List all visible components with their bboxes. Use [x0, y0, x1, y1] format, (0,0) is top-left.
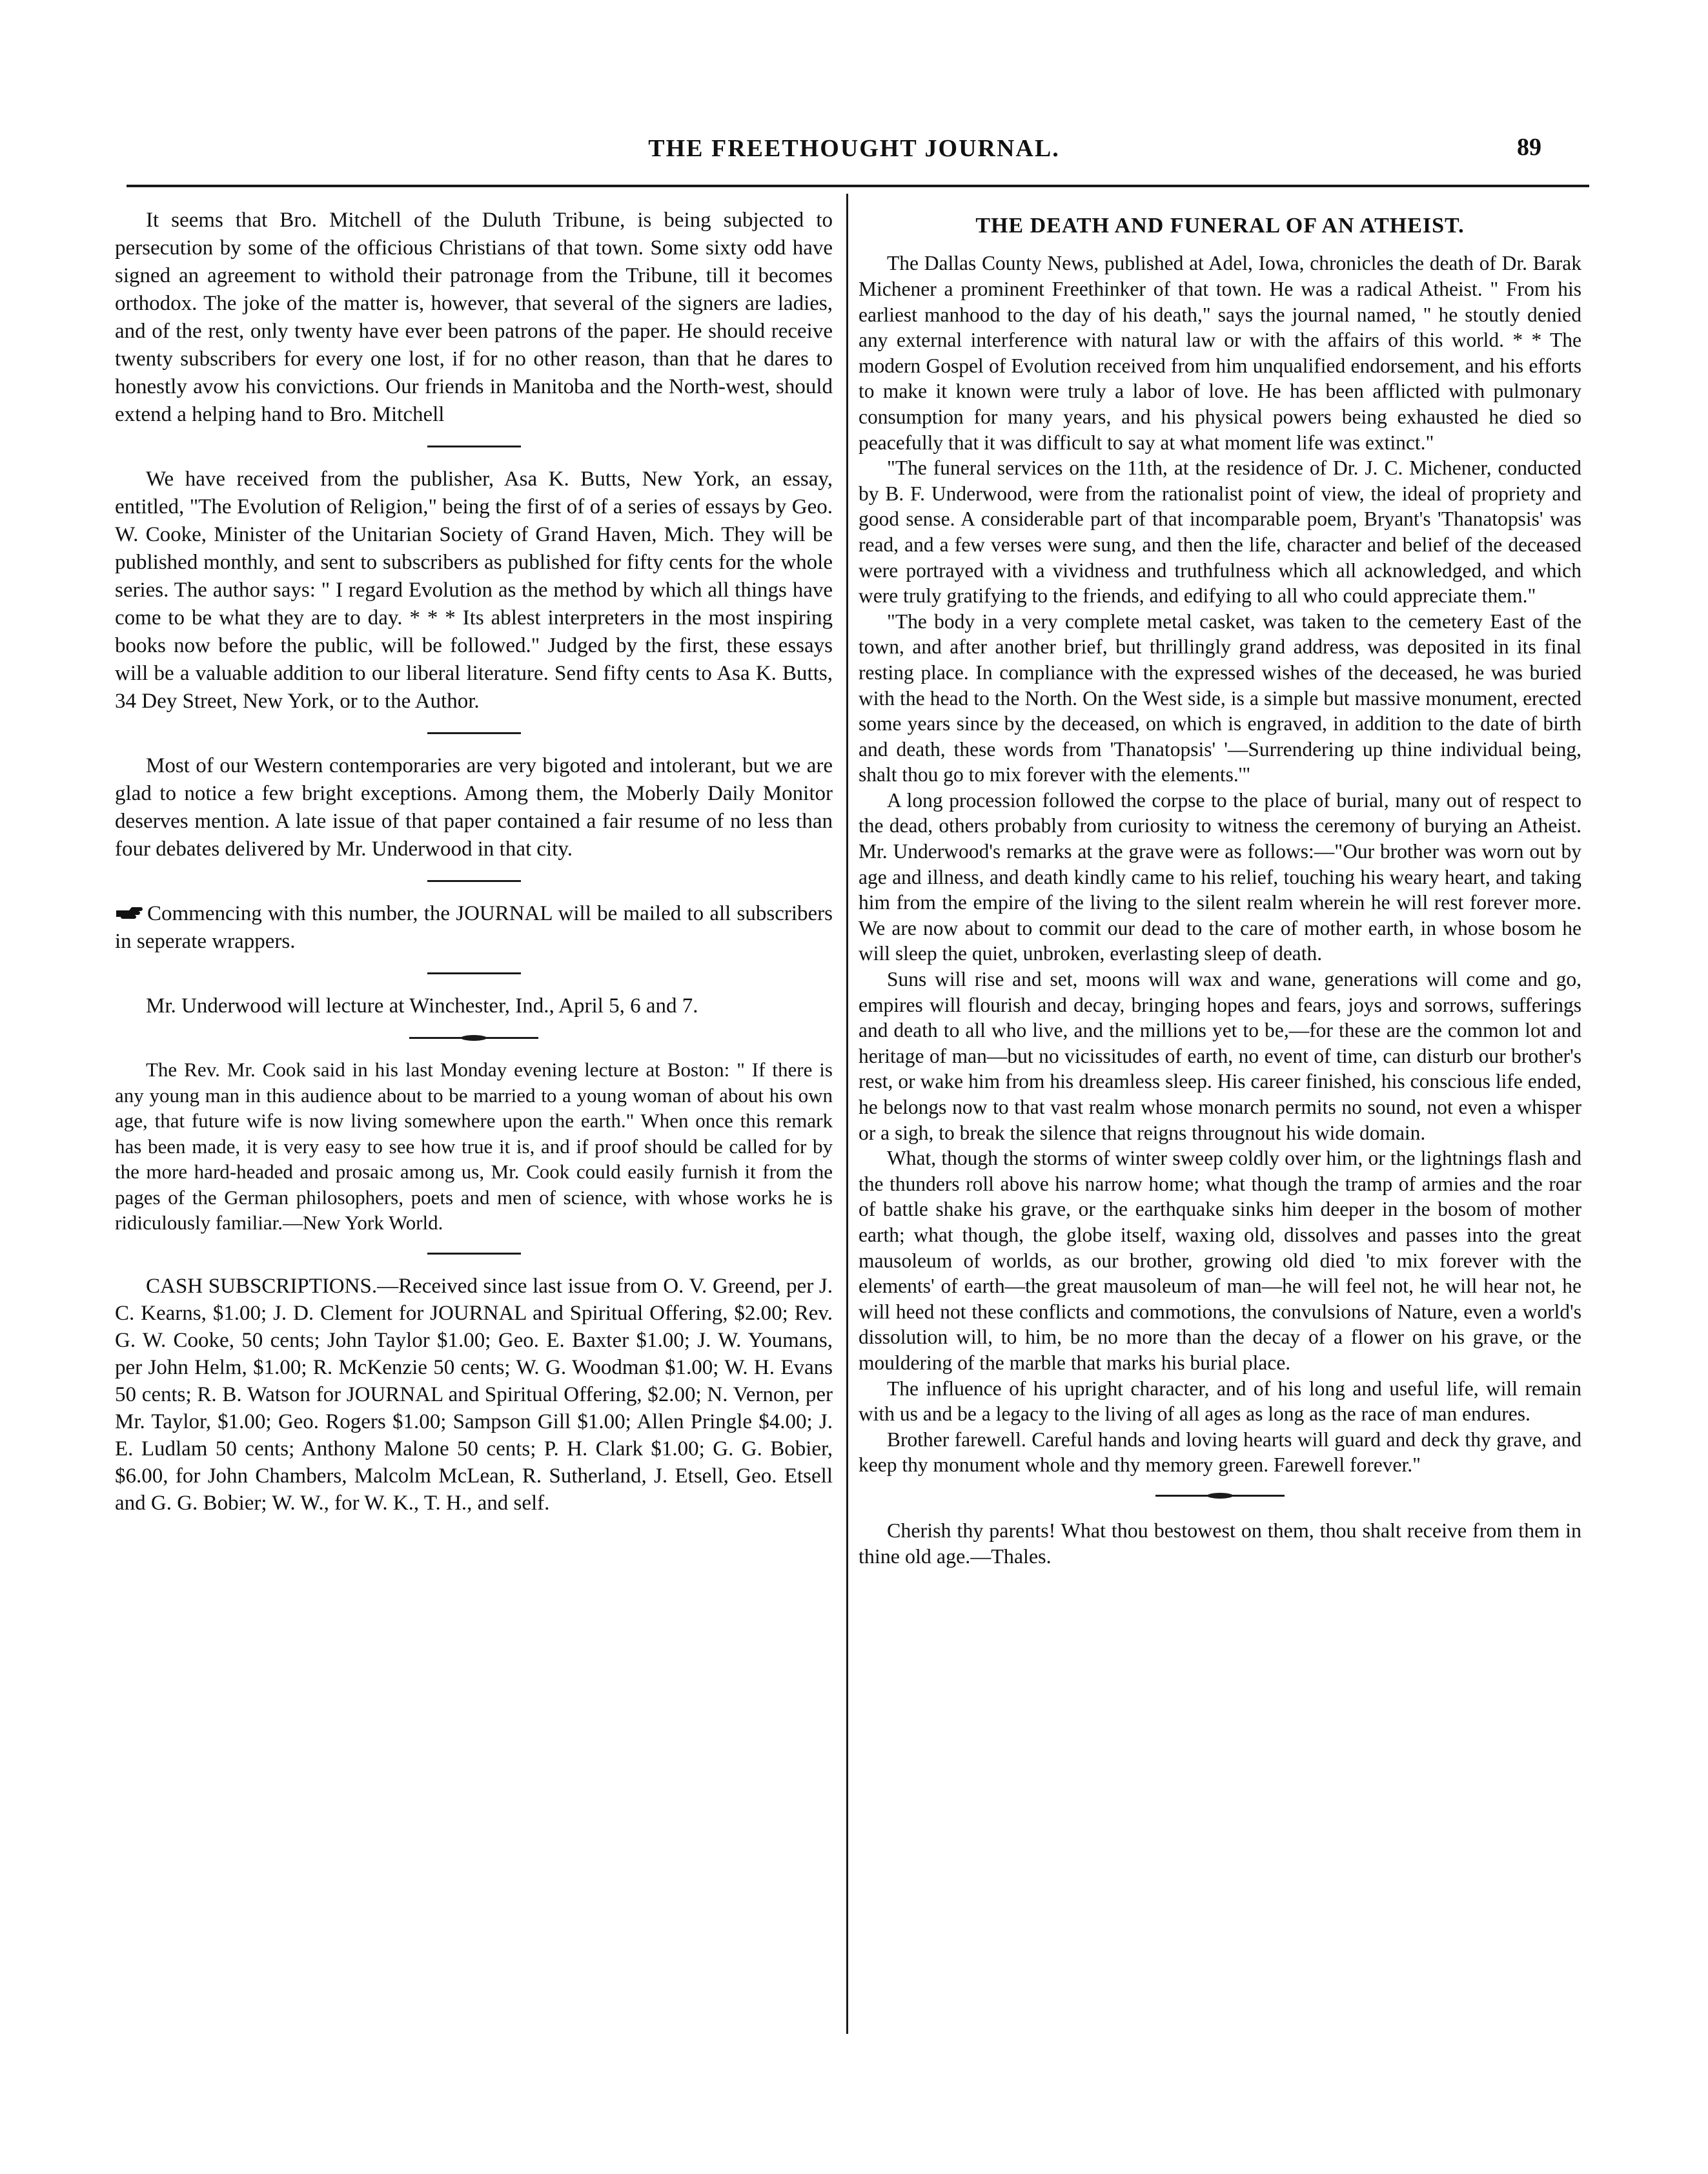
item-western-contemporaries	[115, 752, 833, 863]
item-divider	[427, 446, 521, 447]
closing-note-text: Cherish thy parents! What thou bestowest on them, thou shalt receive from them in thine old age.—Thales.	[859, 1518, 1581, 1568]
article-title: THE DEATH AND FUNERAL OF AN ATHEIST.	[975, 214, 1465, 238]
article-paragraph: Brother farewell. Careful hands and loving hearts will guard and deck thy grave, and keep thy monument whole and thy memory green. Farewell forever."	[859, 1428, 1581, 1477]
item-text: Mr. Underwood will lecture at Winchester, Ind., April 5, 6 and 7.	[146, 994, 698, 1018]
article-divider	[1155, 1495, 1285, 1497]
item-cash-subscriptions	[115, 1273, 833, 1517]
item-divider	[427, 732, 521, 734]
item-rev-cook	[115, 1057, 833, 1236]
pointing-hand-icon	[115, 905, 145, 922]
article-paragraph: The Dallas County News, published at Adel, Iowa, chronicles the death of Dr. Barak Michener a prominent Freethinker of that town. He was a radical Atheist. " From his earliest manhood to the day of his death," says the journal named, " he stoutly denied any external interference with natural law or with the affairs of this world. * * The modern Gospel of Evolution received from him unqualified endorsement, and his efforts to make it known were truly a labor of love. He has been afflicted with pulmonary consumption for many years, and his physical powers being exhausted he died so peacefully that it was difficult to say at what moment life was extinct."	[859, 252, 1581, 454]
column-divider	[846, 194, 848, 2034]
item-text: CASH SUBSCRIPTIONS.—Received since last issue from O. V. Greend, per J. C. Kearns, $1.00; J. D. Clement for JOURNAL and Spiritual Offering, $2.00; Rev. G. W. Cooke, 50 cents; John Taylor $1.00; Geo. E. Baxter $1.00; J. W. Youmans, per John Helm, $1.00; R. McKenzie 50 cents; W. G. Woodman $1.00; W. H. Evans 50 cents; R. B. Watson for JOURNAL and Spiritual Offering, $2.00; N. Vernon, per Mr. Taylor, $1.00; Geo. Rogers $1.00; Sampson Gill $1.00; Allen Pringle $4.00; J. E. Ludlam 50 cents; Anthony Malone 50 cents; P. H. Clark $1.00; G. G. Bobier, $6.00, for John Chambers, Malcolm McLean, R. Sutherland, J. Etsell, Geo. Etsell and G. G. Bobier; W. W., for W. K., T. H., and self.	[115, 1274, 833, 1515]
article-paragraph: What, though the storms of winter sweep coldly over him, or the lightnings flash and the thunders roll above his narrow home; what though the tramp of armies and the roar of battle shake his grave, or the earthquake sinks him deeper in the bosom of mother earth; what though, the globe itself, waxing old, dissolves and passes into the great mausoleum of worlds, as our brother, growing old died 'to mix forever with the elements' of earth—the great mausoleum of man—he will feel not, he will hear not, he will heed not these conflicts and commotions, the convulsions of Nature, even a world's dissolution will, to him, be no more than the decay of a flower on his grave, or the mouldering of the marble that marks his burial place.	[859, 1147, 1581, 1374]
closing-note	[859, 1517, 1581, 1569]
article-paragraph: The influence of his upright character, and of his long and useful life, will remain with us and be a legacy to the living of all ages as long as the race of man endures.	[859, 1377, 1581, 1426]
item-mitchell	[115, 207, 833, 429]
item-text: The Rev. Mr. Cook said in his last Monday evening lecture at Boston: " If there is any young man in this audience about to be married to a young woman of about his own age, that future wife is now living somewhere upon the earth." When once this remark has been made, it is very easy to see how true it is, and if proof should be called for by the more hard-headed and prosaic among us, Mr. Cook could easily furnish it from the pages of the German philosophers, poets and men of science, with whose works he is ridiculously familiar.—New York World.	[115, 1058, 833, 1234]
item-evolution-of-religion	[115, 466, 833, 715]
header-rule	[127, 185, 1589, 187]
item-text: We have received from the publisher, Asa K. Butts, New York, an essay, entitled, "The Evolution of Religion," being the first of of a series of essays by Geo. W. Cooke, Minister of the Unitarian Society of Grand Haven, Mich. They will be published monthly, and sent to subscribers as published for fifty cents for the whole series. The author says: " I regard Evolution as the method by which all things have come to be what they are to day. * * * Its ablest interpreters in the most inspiring books now before the public, will be followed." Judged by the first, these essays will be a valuable addition to our liberal literature. Send fifty cents to Asa K. Butts, 34 Dey Street, New York, or to the Author.	[115, 467, 833, 713]
article-paragraph: A long procession followed the corpse to the place of burial, many out of respect to the dead, others probably from curiosity to witness the ceremony of burying an Atheist. Mr. Underwood's remarks at the grave were as follows:—"Our brother was worn out by age and illness, and death kindly came to his relief, touching his weary heart, and taking him from the empire of the living to the silent realm wherein he will rest forever more. We are now about to commit our dead to the care of mother earth, in whose bosom he will sleep the quiet, unbroken, everlasting sleep of death.	[859, 788, 1581, 965]
item-wrappers-notice	[115, 900, 833, 956]
article-paragraph: Suns will rise and set, moons will wax and wane, generations will come and go, empires will flourish and decay, bringing hopes and fears, joys and sorrows, sufferings and death to all who live, and the millions yet to be,—for these are the common lot and heritage of man—but no vicissitudes of earth, no event of time, can disturb our brother's rest, or wake him from his dreamless sleep. His career finished, his conscious life ended, he belongs now to that vast realm whose monarch permits no sound, not even a whisper or a sigh, to break the silence that reigns througnout his wide domain.	[859, 968, 1581, 1144]
item-divider	[427, 880, 521, 882]
journal-title: THE FREETHOUGHT JOURNAL.	[648, 135, 1060, 162]
page-number: 89	[1517, 134, 1541, 161]
article-paragraph: "The body in a very complete metal casket, was taken to the cemetery East of the town, and after another brief, but thrillingly grand address, was deposited in its final resting place. In compliance with the expressed wishes of the deceased, he was buried with the head to the North. On the West side, is a simple but massive monument, erected some years since by the deceased, on which is engraved, in addition to the date of birth and death, these words from 'Thanatopsis' '—Surrendering up thine individual being, shalt thou go to mix forever with the elements.'"	[859, 610, 1581, 786]
item-divider	[427, 972, 521, 974]
article-body	[859, 251, 1581, 1478]
item-lecture-winchester	[115, 992, 833, 1020]
item-text: Commencing with this number, the JOURNAL will be mailed to all subscribers in seperate wrappers.	[115, 902, 833, 953]
right-column	[859, 207, 1581, 1590]
item-text: Most of our Western contemporaries are very bigoted and intolerant, but we are glad to notice a few bright exceptions. Among them, the Moberly Daily Monitor deserves mention. A late issue of that paper contained a fair resume of no less than four debates delivered by Mr. Underwood in that city.	[115, 754, 833, 861]
item-divider	[409, 1037, 538, 1039]
item-text: It seems that Bro. Mitchell of the Duluth Tribune, is being subjected to persecution by some of the officious Christians of that town. Some sixty odd have signed an agreement to withold their patronage from the Tribune, till it becomes orthodox. The joke of the matter is, however, that several of the signers are ladies, and of the rest, only twenty have ever been patrons of the paper. He should receive twenty subscribers for every one lost, if for no other reason, than that he dares to honestly avow his convictions. Our friends in Manitoba and the North-west, should extend a helping hand to Bro. Mitchell	[115, 209, 833, 426]
article-paragraph: "The funeral services on the 11th, at the residence of Dr. J. C. Michener, conducted by B. F. Underwood, were from the rationalist point of view, the ideal of propriety and good sense. A considerable part of that incomparable poem, Bryant's 'Thanatopsis' was read, and a few verses were sung, and then the life, character and belief of the deceased were portrayed with a vividness and truthfulness which all acknowledged, and which were truly gratifying to the friends, and edifying to all who could appreciate them."	[859, 456, 1581, 608]
left-column	[115, 207, 833, 1517]
item-divider	[427, 1253, 521, 1255]
